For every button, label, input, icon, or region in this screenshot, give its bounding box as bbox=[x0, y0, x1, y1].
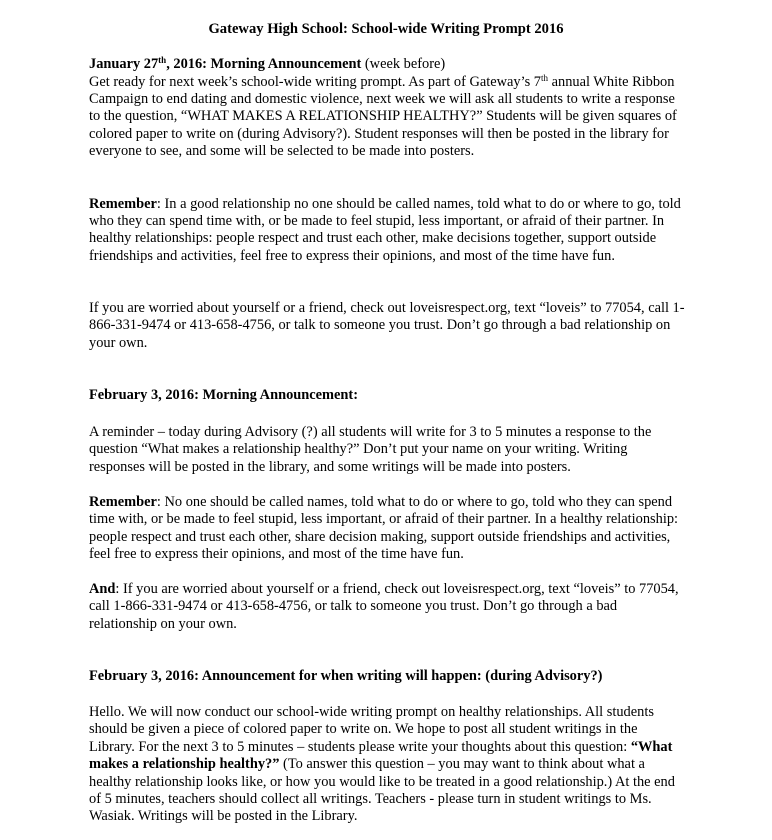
jan-heading-title: , 2016: Morning Announcement bbox=[166, 56, 362, 72]
feb-morning-paragraph-remember bbox=[89, 494, 685, 564]
feb-writing-text-a: Hello. We will now conduct our school-wide writing prompt on healthy relationships. All students should be given a piece of colored paper to write on. We hope to post all student writings in the Library. For the next 3 to 5 minutes – students please write your thoughts about this question: bbox=[89, 704, 654, 755]
jan-heading-date: January 27 bbox=[89, 56, 159, 72]
jan-paragraph-worried: If you are worried about yourself or a friend, check out loveisrespect.org, text “loveis” to 77054, call 1-866-331-9474 or 413-658-4756, or talk to someone you trust. Don’t go through a bad relationship on your own. bbox=[89, 300, 685, 351]
feb-remember-text: : No one should be called names, told what to do or where to go, told who they can spend time with, or be made to feel stupid, less important, or afraid of their partner. In a healthy relationship: people respect and trust each other, share decision making, support outside friendships and activities, feel free to express their opinions, and most of the time have fun. bbox=[89, 494, 679, 563]
jan-heading-date-sup: th bbox=[158, 55, 167, 65]
feb-morning-paragraph-and bbox=[89, 581, 685, 633]
jan-intro-sup: th bbox=[541, 72, 549, 83]
jan-remember-text: : In a good relationship no one should be called names, told what to do or where to go, told who they can spend time with, or be made to feel stupid, less important, or afraid of their partner. In healthy relationships: people respect and trust each other, make decisions together, support outside friendships and activities, feel free to express their opinions, and most of the time have fun. bbox=[89, 195, 681, 264]
jan-intro-text-b: annual White Ribbon Campaign to end dating and domestic violence, next week we will ask all students to write a response to the question, “WHAT MAKES A RELATIONSHIP HEALTHY?” Students will be given squares of colored paper to write on (during Advisory?). Student responses will then be posted in the library for everyone to see, and some will be selected to be made into posters. bbox=[89, 73, 677, 160]
document-title: Gateway High School: School-wide Writing Prompt 2016 bbox=[208, 21, 564, 37]
jan-remember-label: Remember bbox=[89, 195, 157, 212]
feb-writing-text-b: (To answer this question – you may want to think about what a healthy relationship looks like, or how you would like to be treated in a good relationship.) At the end of 5 minutes, teachers should collect all writings. Teachers - please turn in student writings to Ms. Wasiak. Writings will be posted in the Library. bbox=[89, 756, 675, 825]
jan-intro-text-a: Get ready for next week’s school-wide writing prompt. As part of Gateway’s 7 bbox=[89, 73, 541, 90]
feb-writing-heading: February 3, 2016: Announcement for when writing will happen: (during Advisory?) bbox=[89, 668, 603, 684]
jan-paragraph-intro bbox=[89, 74, 685, 161]
feb-morning-paragraph-reminder: A reminder – today during Advisory (?) all students will write for 3 to 5 minutes a response to the question “What makes a relationship healthy?” Don’t put your name on your writing. Writing responses will be posted in the library, and some writings will be made into posters. bbox=[89, 424, 652, 475]
feb-morning-heading: February 3, 2016: Morning Announcement: bbox=[89, 387, 359, 403]
feb-and-label: And bbox=[89, 581, 116, 597]
jan-heading-note: (week before) bbox=[361, 56, 446, 72]
feb-writing-paragraph bbox=[89, 704, 685, 826]
feb-writing-question: “What makes a relationship healthy?” bbox=[89, 738, 673, 773]
jan-paragraph-remember bbox=[89, 196, 685, 266]
feb-remember-label: Remember bbox=[89, 494, 157, 510]
jan-heading bbox=[89, 56, 685, 73]
feb-and-text: : If you are worried about yourself or a friend, check out loveisrespect.org, text “loveis” to 77054, call 1-866-331-9474 or 413-658-4756, or talk to someone you trust. Don’t go through a bad relationship on your own. bbox=[89, 581, 679, 632]
